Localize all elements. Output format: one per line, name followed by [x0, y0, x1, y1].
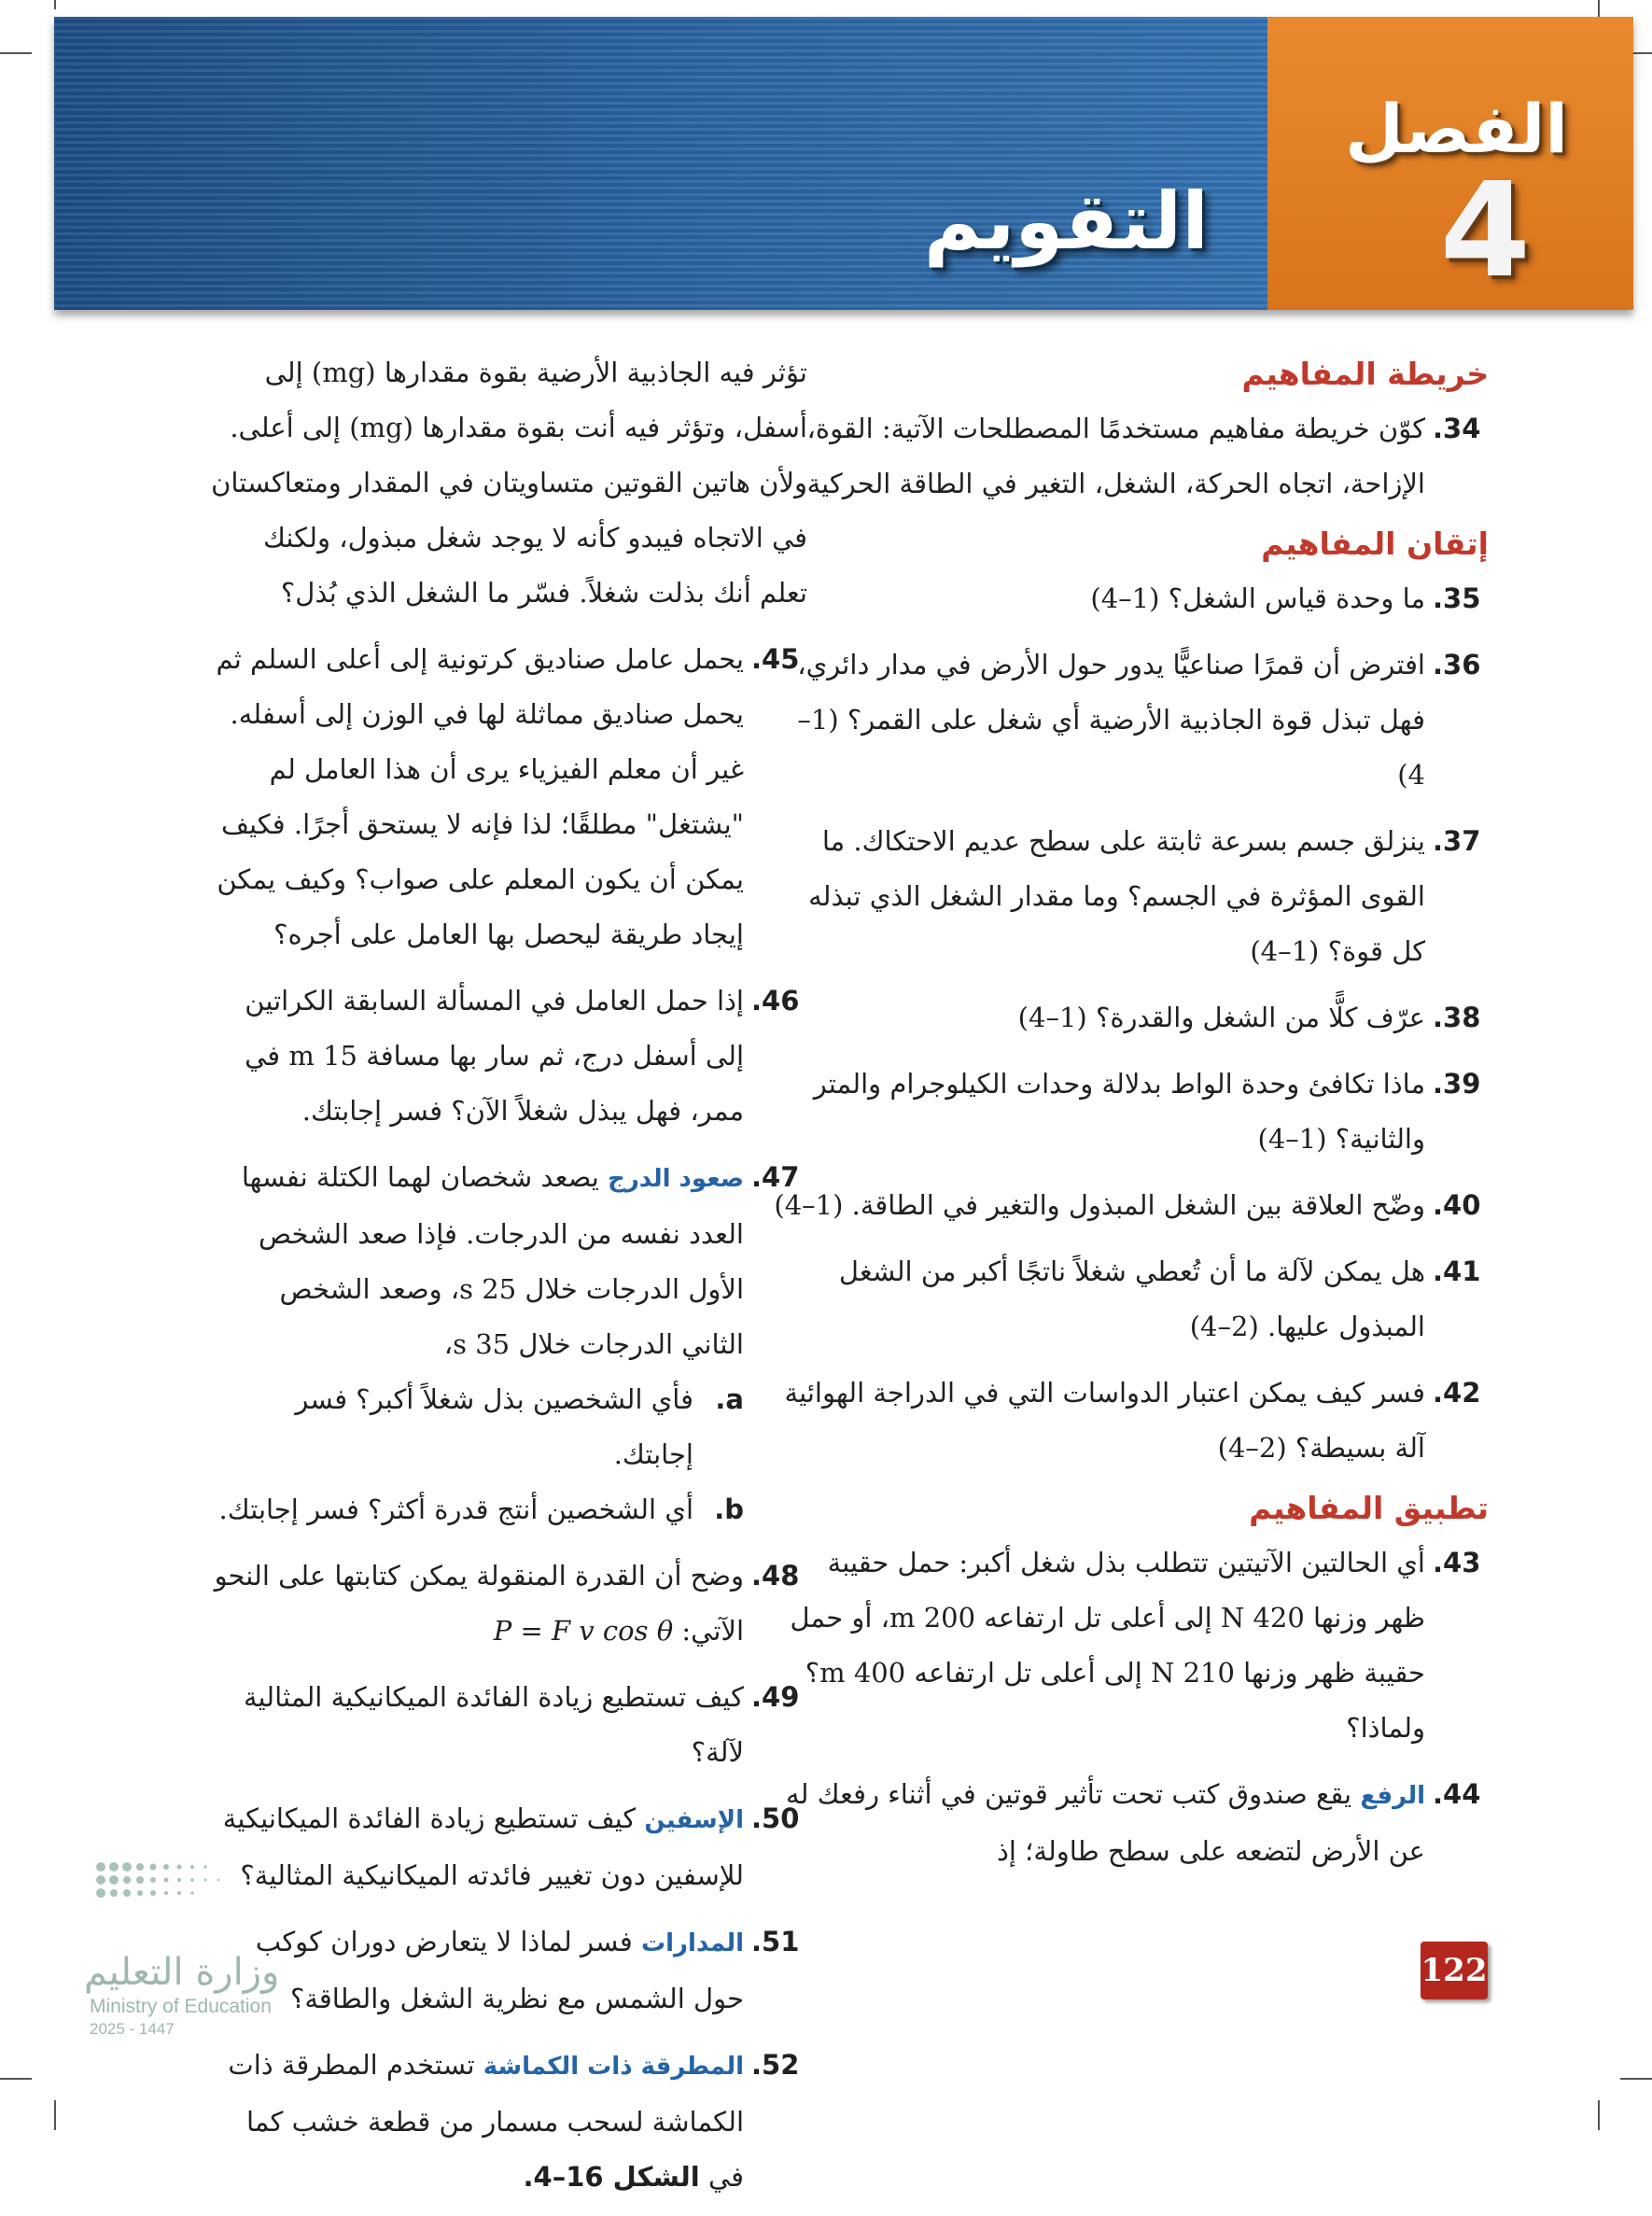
chapter-header: [54, 17, 1633, 310]
question-keyword: الإسفين: [644, 1806, 744, 1834]
question-40: [770, 1178, 1489, 1233]
crop-mark: [0, 52, 32, 54]
question-keyword: المطرقة ذات الكماشة: [483, 2053, 744, 2081]
section-heading: إتقان المفاهيم: [1261, 526, 1489, 562]
question-44: [770, 1767, 1489, 1879]
question-number: 38.: [1433, 1002, 1481, 1033]
question-text: ينزلق جسم بسرعة ثابتة على سطح عديم الاحتكاك. ما القوى المؤثرة في الجسم؟ وما مقدار الشغل الذي تبذله كل قوة؟ (1–4): [808, 825, 1425, 967]
question-number: 37.: [1433, 825, 1481, 857]
question-text: عرّف كلًّا من الشغل والقدرة؟ (1–4): [1017, 1002, 1425, 1033]
sub-question-text: أي الشخصين أنتج قدرة أكثر؟ فسر إجابتك.: [218, 1494, 693, 1525]
question-number: 44.: [1433, 1778, 1481, 1810]
question-41: [770, 1244, 1489, 1354]
ministry-name-english: Ministry of Education: [90, 1996, 272, 2017]
question-number: 35.: [1433, 582, 1481, 614]
question-text: فسر لماذا لا يتعارض دوران كوكب حول الشمس مع نظرية الشغل والطاقة؟: [255, 1926, 744, 2014]
question-48: [210, 1549, 807, 1659]
question-text: ما وحدة قياس الشغل؟ (1–4): [1090, 582, 1425, 614]
crop-mark: [1620, 2078, 1652, 2080]
crop-mark: [1598, 2100, 1600, 2130]
question-text: كيف تستطيع زيادة الفائدة الميكانيكية للإسفين دون تغيير فائدته الميكانيكية المثالية؟: [222, 1802, 744, 1891]
question-text: هل يمكن لآلة ما أن تُعطي شغلاً ناتجًا أكبر من الشغل المبذول عليها. (2–4): [838, 1255, 1425, 1342]
question-43: [770, 1536, 1489, 1756]
question-text: يصعد شخصان لهما الكتلة نفسها العدد نفسه من الدرجات. فإذا صعد الشخص الأول الدرجات خلال 25 s، وصعد الشخص الثاني الدرجات خلال 35 s،: [241, 1161, 744, 1360]
question-keyword: الرفع: [1360, 1782, 1425, 1810]
question-number: 46.: [751, 985, 800, 1017]
question-45: [210, 632, 807, 962]
ministry-name-arabic: وزارة التعليم: [84, 1951, 280, 1994]
question-number: 43.: [1433, 1547, 1481, 1578]
figure-reference: الشكل 16–4.: [523, 2161, 700, 2193]
question-number: 45.: [751, 643, 800, 675]
question-35: [770, 571, 1489, 626]
question-number: 48.: [751, 1560, 800, 1592]
question-text: وضح أن القدرة المنقولة يمكن كتابتها على النحو الآتي:: [214, 1560, 744, 1647]
crop-mark: [54, 0, 56, 9]
ministry-dots-icon: [91, 1858, 250, 1914]
question-number: 40.: [1433, 1189, 1481, 1221]
question-text: أي الحالتين الآتيتين تتطلب بذل شغل أكبر: حمل حقيبة ظهر وزنها 420 N إلى أعلى تل ارتفاعه 200 m، أو حمل حقيبة ظهر وزنها 210 N إلى أعلى تل ارتفاعه 400 m؟ ولماذا؟: [790, 1547, 1425, 1744]
question-36: [770, 638, 1489, 803]
question-38: [770, 990, 1489, 1045]
question-number: 51.: [751, 1926, 800, 1957]
sub-question-b: [210, 1482, 744, 1537]
question-49: [210, 1670, 807, 1780]
crop-mark: [0, 2078, 32, 2080]
question-37: [770, 814, 1489, 979]
question-text: كوّن خريطة مفاهيم مستخدمًا المصطلحات الآتية: القوة، الإزاحة، اتجاه الحركة، الشغل، التغير في الطاقة الحركية.: [798, 413, 1425, 499]
question-42: [770, 1366, 1489, 1476]
question-number: 41.: [1433, 1255, 1481, 1287]
section-heading: تطبيق المفاهيم: [1249, 1490, 1489, 1526]
question-39: [770, 1057, 1489, 1167]
sub-question-text: فأي الشخصين بذل شغلاً أكبر؟ فسر إجابتك.: [295, 1383, 693, 1470]
sub-question-a: [210, 1372, 744, 1482]
question-text: فسر كيف يمكن اعتبار الدواسات التي في الدراجة الهوائية آلة بسيطة؟ (2–4): [784, 1377, 1425, 1464]
sub-question-label: b.: [714, 1494, 744, 1525]
question-number: 36.: [1433, 649, 1481, 680]
question-number: 50.: [751, 1802, 800, 1834]
question-47: [210, 1150, 807, 1537]
question-text: وضّح العلاقة بين الشغل المبذول والتغير في الطاقة. (1–4): [774, 1189, 1425, 1221]
question-text: تستخدم المطرقة ذات الكماشة لسحب مسمار من قطعة خشب كما في: [228, 2049, 744, 2193]
question-number: 39.: [1433, 1068, 1481, 1100]
right-column: [770, 345, 1489, 1890]
sub-question-label: a.: [715, 1383, 744, 1415]
chapter-number: 4: [1439, 155, 1531, 307]
question-34: [770, 401, 1489, 512]
chapter-box: [1267, 17, 1633, 310]
power-formula: P = F v cos θ: [493, 1615, 674, 1647]
crop-mark: [54, 2100, 56, 2130]
question-text: يقع صندوق كتب تحت تأثير قوتين في أثناء رفعك له عن الأرض لتضعه على سطح طاولة؛ إذ: [786, 1778, 1425, 1867]
question-number: 42.: [1433, 1377, 1481, 1409]
ministry-year: 2025 - 1447: [90, 2020, 175, 2038]
page-number: 122: [1421, 1942, 1488, 1999]
question-text: تؤثر فيه الجاذبية الأرضية بقوة مقدارها (mg) إلى أسفل، وتؤثر فيه أنت بقوة مقدارها (mg) إلى أعلى. ولأن هاتين القوتين متساويتان في المقدار ومتعاكستان في الاتجاه فيبدو كأنه لا يوجد شغل مبذول، ولكنك تعلم أنك بذلت شغلاً. فسّر ما الشغل الذي بُذل؟: [211, 357, 807, 609]
question-keyword: صعود الدرج: [608, 1165, 744, 1193]
question-text: ماذا تكافئ وحدة الواط بدلالة وحدات الكيلوجرام والمتر والثانية؟ (1–4): [813, 1068, 1425, 1155]
question-keyword: المدارات: [640, 1929, 744, 1957]
question-44-continuation: [210, 345, 807, 621]
question-text: افترض أن قمرًا صناعيًّا يدور حول الأرض في مدار دائري، فهل تبذل قوة الجاذبية الأرضية أي شغل على القمر؟ (1–4): [797, 649, 1425, 791]
question-text: إذا حمل العامل في المسألة السابقة الكراتين إلى أسفل درج، ثم سار بها مسافة 15 m في ممر، فهل يبذل شغلاً الآن؟ فسر إجابتك.: [245, 985, 744, 1127]
question-52: [210, 2038, 807, 2205]
question-number: 52.: [751, 2049, 800, 2081]
question-46: [210, 974, 807, 1139]
section-heading: خريطة المفاهيم: [1241, 356, 1489, 392]
question-number: 47.: [751, 1161, 800, 1193]
question-text: كيف تستطيع زيادة الفائدة الميكانيكية المثالية لآلة؟: [243, 1681, 744, 1768]
question-text: يحمل عامل صناديق كرتونية إلى أعلى السلم ثم يحمل صناديق مماثلة لها في الوزن إلى أسفله. غير أن معلم الفيزياء يرى أن هذا العامل لم "يشتغل" مطلقًا؛ لذا فإنه لا يستحق أجرًا. فكيف يمكن أن يكون المعلم على صواب؟ وكيف يمكن إيجاد طريقة ليحصل بها العامل على أجره؟: [216, 643, 744, 950]
question-number: 49.: [751, 1681, 800, 1713]
question-number: 34.: [1433, 413, 1481, 444]
chapter-word: الفصل: [1345, 90, 1568, 168]
page-title: التقويم: [923, 175, 1209, 267]
